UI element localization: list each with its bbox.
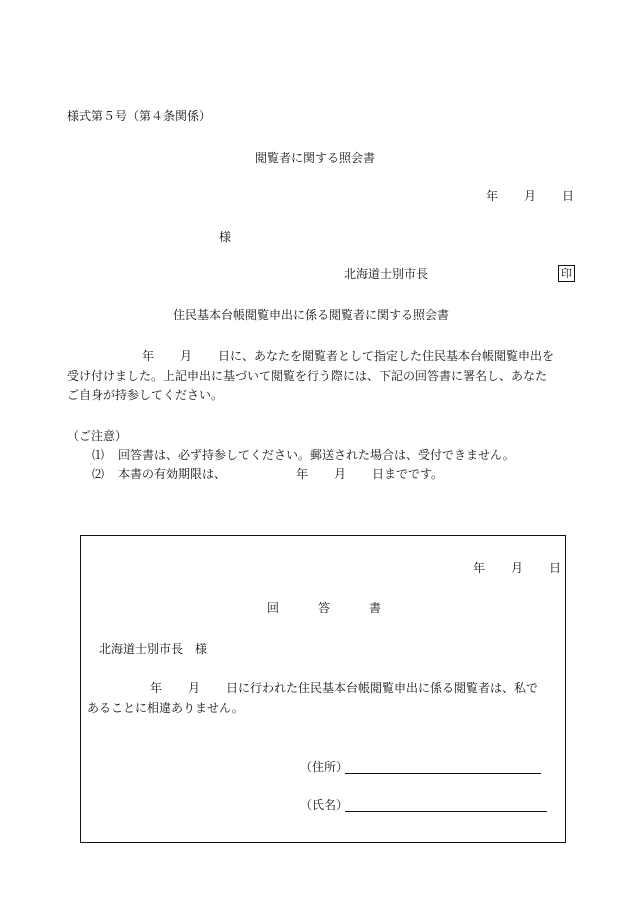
- reply-body-year: 年: [150, 681, 163, 695]
- reply-title-char-1: 回: [267, 601, 280, 615]
- note-1-text: 回答書は、必ず持参してください。郵送された場合は、受付できません。: [118, 448, 515, 462]
- reply-body-month: 月: [188, 681, 201, 695]
- reply-body-line-1: 日に行われた住民基本台帳閲覧申出に係る閲覧者は、私で: [226, 681, 539, 695]
- note-2-marker: ⑵: [92, 467, 105, 481]
- note-2-day-rest: 日までです。: [372, 467, 444, 481]
- note-2-text: 本書の有効期限は、: [118, 467, 227, 481]
- notes-heading: （ご注意）: [67, 429, 128, 443]
- address-label: （住所）: [300, 760, 349, 774]
- reply-date-year: 年: [473, 561, 486, 575]
- reply-body-line-2: あることに相違ありません。: [87, 701, 244, 715]
- body-line-1: 日に、あなたを閲覧者として指定した住民基本台帳閲覧申出を: [218, 349, 555, 363]
- body-date-year: 年: [142, 349, 155, 363]
- body-line-2: 受け付けました。上記申出に基づいて閲覧を行う際には、下記の回答書に署名し、あなた: [67, 369, 548, 383]
- reply-form-box: [80, 535, 566, 843]
- body-line-3: ご自身が持参してください。: [67, 388, 224, 402]
- address-field[interactable]: [345, 773, 541, 774]
- date-month: 月: [524, 189, 537, 203]
- note-1-marker: ⑴: [92, 448, 105, 462]
- subject-line: 住民基本台帳閲覧申出に係る閲覧者に関する照会書: [173, 308, 450, 322]
- date-day: 日: [562, 189, 575, 203]
- reply-title-char-2: 答: [318, 601, 331, 615]
- reply-date-day: 日: [549, 561, 562, 575]
- body-date-month: 月: [180, 349, 193, 363]
- reply-date-month: 月: [511, 561, 524, 575]
- note-2-year: 年: [296, 467, 309, 481]
- name-label: （氏名）: [300, 798, 349, 812]
- seal-mark: 印: [558, 265, 575, 282]
- reply-addressee: 北海道士別市長 様: [99, 642, 208, 656]
- reply-title-char-3: 書: [369, 601, 382, 615]
- form-number: 様式第５号（第４条関係）: [67, 109, 212, 123]
- date-year: 年: [486, 189, 499, 203]
- addressee-suffix: 様: [219, 230, 232, 244]
- sender-name: 北海道士別市長: [344, 267, 429, 281]
- name-field[interactable]: [345, 811, 547, 812]
- note-2-month: 月: [334, 467, 347, 481]
- page-title: 閲覧者に関する照会書: [255, 151, 376, 165]
